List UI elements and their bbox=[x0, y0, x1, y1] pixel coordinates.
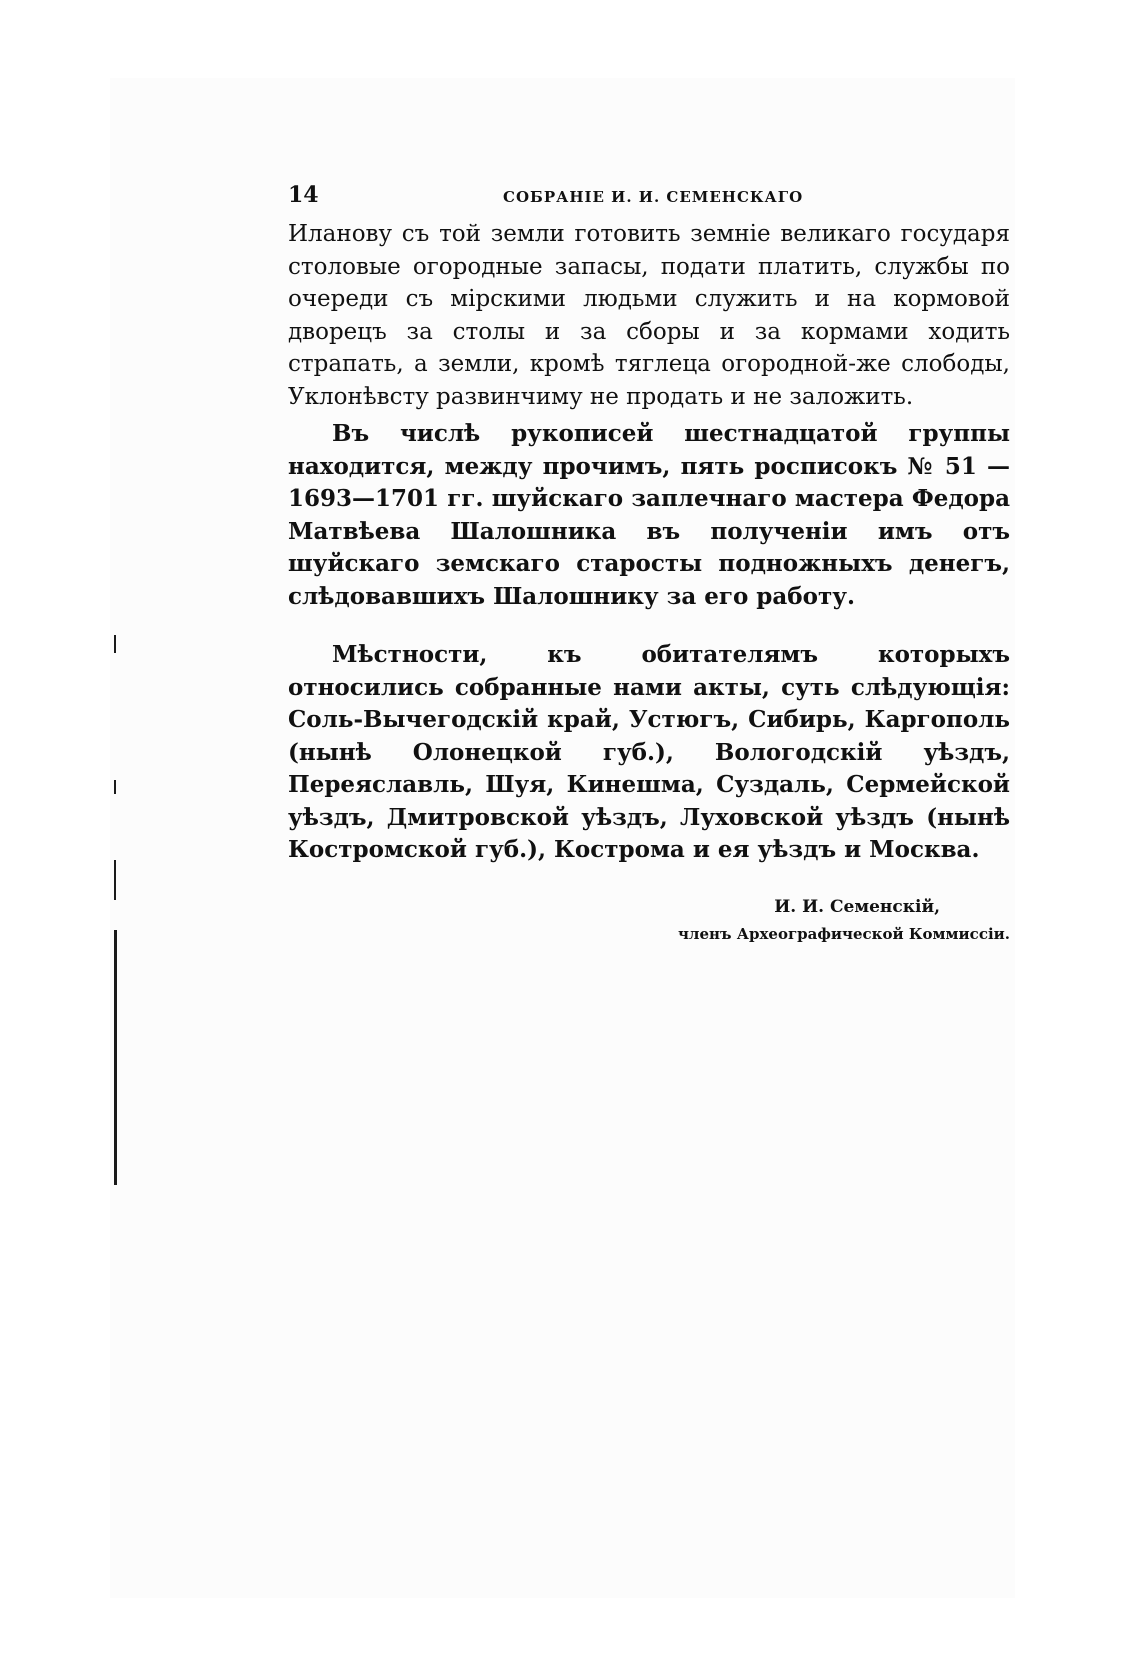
binding-edge-tick bbox=[114, 635, 116, 653]
signature-block bbox=[288, 893, 1010, 947]
page-header bbox=[288, 182, 1010, 218]
paragraph-localities: Мѣстности, къ обитателямъ которыхъ относились собранные нами акты, суть слѣдующія: Соль-Вычегодскій край, Устюгъ, Сибирь, Каргополь (нынѣ Олонецкой губ.), Вологодскій уѣздъ, Переяславль, Шуя, Кинешма, Суздаль, Сермейской уѣздъ, Дмитровской уѣздъ, Луховской уѣздъ (нынѣ Костромской губ.), Кострома и ея уѣздъ и Москва. bbox=[288, 641, 1010, 863]
page-body bbox=[288, 182, 1010, 947]
page-number: 14 bbox=[288, 182, 319, 208]
binding-edge-mark bbox=[114, 930, 117, 1185]
paragraph-continuation: Иланову съ той земли готовить земніе великаго государя столовые огородные запасы, подати платить, службы по очереди съ мірскими людьми служить и на кормовой дворецъ за столы и за сборы и за кормами ходить страпать, а земли, кромѣ тяглеца огородной-же слободы, Уклонѣвсту развинчиму не продать и не заложить. bbox=[288, 221, 1010, 410]
paragraph-manuscripts: Въ числѣ рукописей шестнадцатой группы находится, между прочимъ, пять росписокъ № 51 — 1693—1701 гг. шуйскаго заплечнаго мастера Федора Матвѣева Шалошника въ полученіи имъ отъ шуйскаго земскаго старосты подножныхъ денегъ, слѣдовавшихъ Шалошнику за его работу. bbox=[288, 420, 1010, 610]
binding-edge-tick bbox=[114, 780, 116, 794]
binding-edge-tick bbox=[114, 860, 116, 900]
signature-title: членъ Археографической Коммиссіи. bbox=[677, 924, 1010, 943]
signature-name: И. И. Семенскій, bbox=[774, 896, 940, 917]
running-head: СОБРАНІЕ И. И. СЕМЕНСКАГО bbox=[503, 188, 804, 206]
